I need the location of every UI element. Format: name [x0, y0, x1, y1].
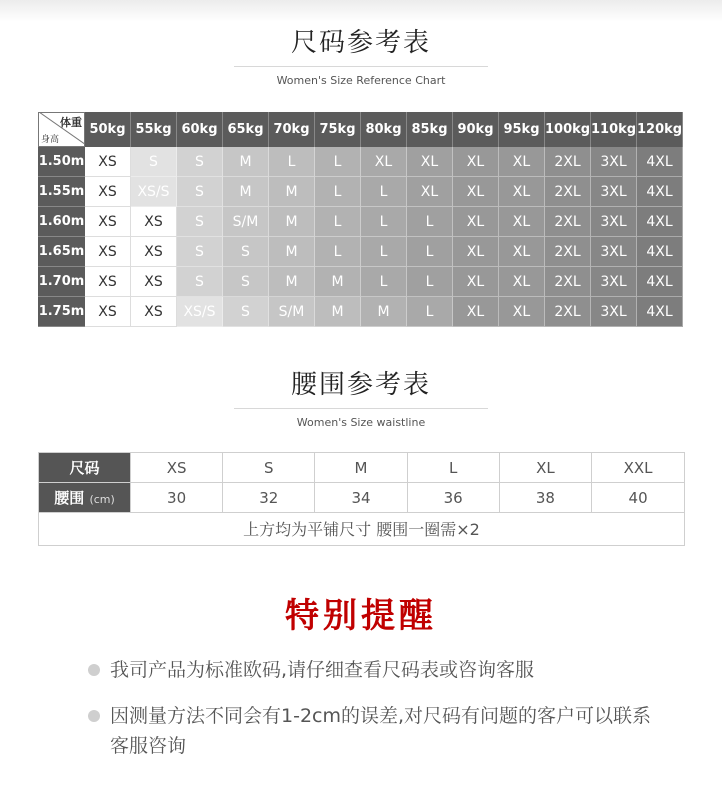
- bullet-icon: [88, 664, 100, 676]
- size-cell: 4XL: [637, 147, 683, 177]
- size-cell: L: [315, 237, 361, 267]
- size-cell: 4XL: [637, 207, 683, 237]
- size-cell: S: [223, 297, 269, 327]
- waist-value-cell: 34: [315, 483, 407, 513]
- size-cell: L: [361, 177, 407, 207]
- height-header: 1.50m: [38, 147, 85, 177]
- size-reference-table: [38, 112, 685, 327]
- size-cell: XL: [499, 237, 545, 267]
- waist-value-cell: 38: [500, 483, 592, 513]
- size-cell: 3XL: [591, 177, 637, 207]
- waist-chart-subtitle: Women's Size waistline: [296, 416, 426, 429]
- size-cell: 3XL: [591, 297, 637, 327]
- size-cell: XS: [85, 297, 131, 327]
- weight-header: 55kg: [131, 112, 177, 147]
- size-cell: XS/S: [131, 177, 177, 207]
- title-divider: [234, 408, 488, 409]
- size-cell: XS/S: [177, 297, 223, 327]
- waist-size-cell: M: [315, 453, 407, 483]
- size-cell: XL: [499, 297, 545, 327]
- size-cell: XS: [85, 237, 131, 267]
- size-cell: M: [269, 177, 315, 207]
- table-corner: [38, 112, 85, 147]
- size-cell: XL: [453, 237, 499, 267]
- size-cell: XS: [85, 207, 131, 237]
- size-cell: L: [407, 267, 453, 297]
- size-cell: 3XL: [591, 267, 637, 297]
- size-cell: 2XL: [545, 177, 591, 207]
- height-header: 1.70m: [38, 267, 85, 297]
- bullet-icon: [88, 710, 100, 722]
- size-cell: S: [223, 237, 269, 267]
- size-cell: XS: [85, 177, 131, 207]
- size-cell: XS: [85, 147, 131, 177]
- size-cell: L: [407, 207, 453, 237]
- waist-chart-title: 腰围参考表: [290, 370, 431, 400]
- size-cell: XL: [453, 147, 499, 177]
- reminder-text: 我司产品为标准欧码,请仔细查看尺码表或咨询客服: [110, 659, 535, 681]
- size-chart-title: 尺码参考表: [290, 28, 431, 58]
- height-header: 1.55m: [38, 177, 85, 207]
- size-cell: L: [315, 207, 361, 237]
- size-cell: XS: [131, 297, 177, 327]
- waist-reference-table: [38, 452, 685, 546]
- size-cell: M: [269, 207, 315, 237]
- size-cell: XL: [499, 267, 545, 297]
- size-cell: XL: [453, 207, 499, 237]
- size-cell: 3XL: [591, 237, 637, 267]
- waist-size-cell: XL: [500, 453, 592, 483]
- size-cell: L: [361, 237, 407, 267]
- size-cell: 4XL: [637, 297, 683, 327]
- waist-unit: (cm): [89, 493, 115, 506]
- size-cell: M: [269, 267, 315, 297]
- size-cell: XL: [499, 207, 545, 237]
- size-cell: M: [315, 297, 361, 327]
- size-cell: S: [177, 267, 223, 297]
- weight-header: 70kg: [269, 112, 315, 147]
- waist-value-cell: 30: [131, 483, 223, 513]
- size-cell: L: [361, 207, 407, 237]
- weight-header: 90kg: [453, 112, 499, 147]
- size-cell: S: [177, 147, 223, 177]
- size-cell: XS: [131, 207, 177, 237]
- waist-size-cell: S: [223, 453, 315, 483]
- size-cell: L: [269, 147, 315, 177]
- size-cell: 2XL: [545, 207, 591, 237]
- waist-note: 上方均为平铺尺寸 腰围一圈需×2: [243, 520, 480, 539]
- height-header: 1.65m: [38, 237, 85, 267]
- size-cell: M: [315, 267, 361, 297]
- size-cell: 4XL: [637, 267, 683, 297]
- weight-header: 50kg: [85, 112, 131, 147]
- size-cell: XL: [499, 177, 545, 207]
- size-cell: S/M: [223, 207, 269, 237]
- height-header: 1.75m: [38, 297, 85, 327]
- height-header: 1.60m: [38, 207, 85, 237]
- size-cell: L: [407, 237, 453, 267]
- size-cell: XL: [453, 177, 499, 207]
- size-cell: L: [315, 147, 361, 177]
- size-cell: XL: [453, 267, 499, 297]
- size-cell: L: [361, 267, 407, 297]
- size-cell: M: [269, 237, 315, 267]
- size-chart-subtitle: Women's Size Reference Chart: [276, 74, 446, 87]
- waist-row-label: [39, 483, 131, 513]
- size-cell: XS: [131, 237, 177, 267]
- top-shade: [0, 0, 722, 22]
- weight-header: 75kg: [315, 112, 361, 147]
- corner-weight-label: 体重: [60, 116, 82, 129]
- weight-header: 65kg: [223, 112, 269, 147]
- size-cell: S: [177, 177, 223, 207]
- waist-value-cell: 36: [408, 483, 500, 513]
- size-cell: S: [223, 267, 269, 297]
- size-cell: XS: [85, 267, 131, 297]
- size-row-label: 尺码: [39, 453, 131, 483]
- size-cell: 4XL: [637, 177, 683, 207]
- reminder-text: 因测量方法不同会有1-2cm的误差,对尺码有问题的客户可以联系客服咨询: [110, 705, 652, 757]
- waist-value-cell: 32: [223, 483, 315, 513]
- weight-header: 85kg: [407, 112, 453, 147]
- size-cell: L: [315, 177, 361, 207]
- weight-header: 110kg: [591, 112, 637, 147]
- size-cell: 3XL: [591, 147, 637, 177]
- weight-header: 95kg: [499, 112, 545, 147]
- reminder-item: [92, 701, 652, 761]
- waist-size-cell: XXL: [592, 453, 684, 483]
- waist-size-cell: L: [408, 453, 500, 483]
- size-cell: XL: [407, 147, 453, 177]
- size-cell: M: [223, 177, 269, 207]
- waist-size-cell: XS: [131, 453, 223, 483]
- size-cell: S: [131, 147, 177, 177]
- size-cell: 2XL: [545, 267, 591, 297]
- size-cell: M: [361, 297, 407, 327]
- size-cell: 2XL: [545, 237, 591, 267]
- size-cell: XL: [499, 147, 545, 177]
- title-divider: [234, 66, 488, 67]
- size-cell: S: [177, 207, 223, 237]
- weight-header: 100kg: [545, 112, 591, 147]
- size-cell: S: [177, 237, 223, 267]
- reminder-title: 特别提醒: [285, 596, 437, 636]
- corner-height-label: 身高: [41, 135, 60, 145]
- size-cell: 3XL: [591, 207, 637, 237]
- size-cell: 2XL: [545, 147, 591, 177]
- size-cell: XL: [361, 147, 407, 177]
- size-cell: XS: [131, 267, 177, 297]
- reminder-item: [92, 655, 652, 685]
- size-cell: S/M: [269, 297, 315, 327]
- weight-header: 80kg: [361, 112, 407, 147]
- size-cell: M: [223, 147, 269, 177]
- size-cell: 4XL: [637, 237, 683, 267]
- weight-header: 60kg: [177, 112, 223, 147]
- weight-header: 120kg: [637, 112, 683, 147]
- size-cell: L: [407, 297, 453, 327]
- size-cell: 2XL: [545, 297, 591, 327]
- size-cell: XL: [407, 177, 453, 207]
- waist-label-text: 腰围: [54, 489, 85, 507]
- size-cell: XL: [453, 297, 499, 327]
- waist-value-cell: 40: [592, 483, 684, 513]
